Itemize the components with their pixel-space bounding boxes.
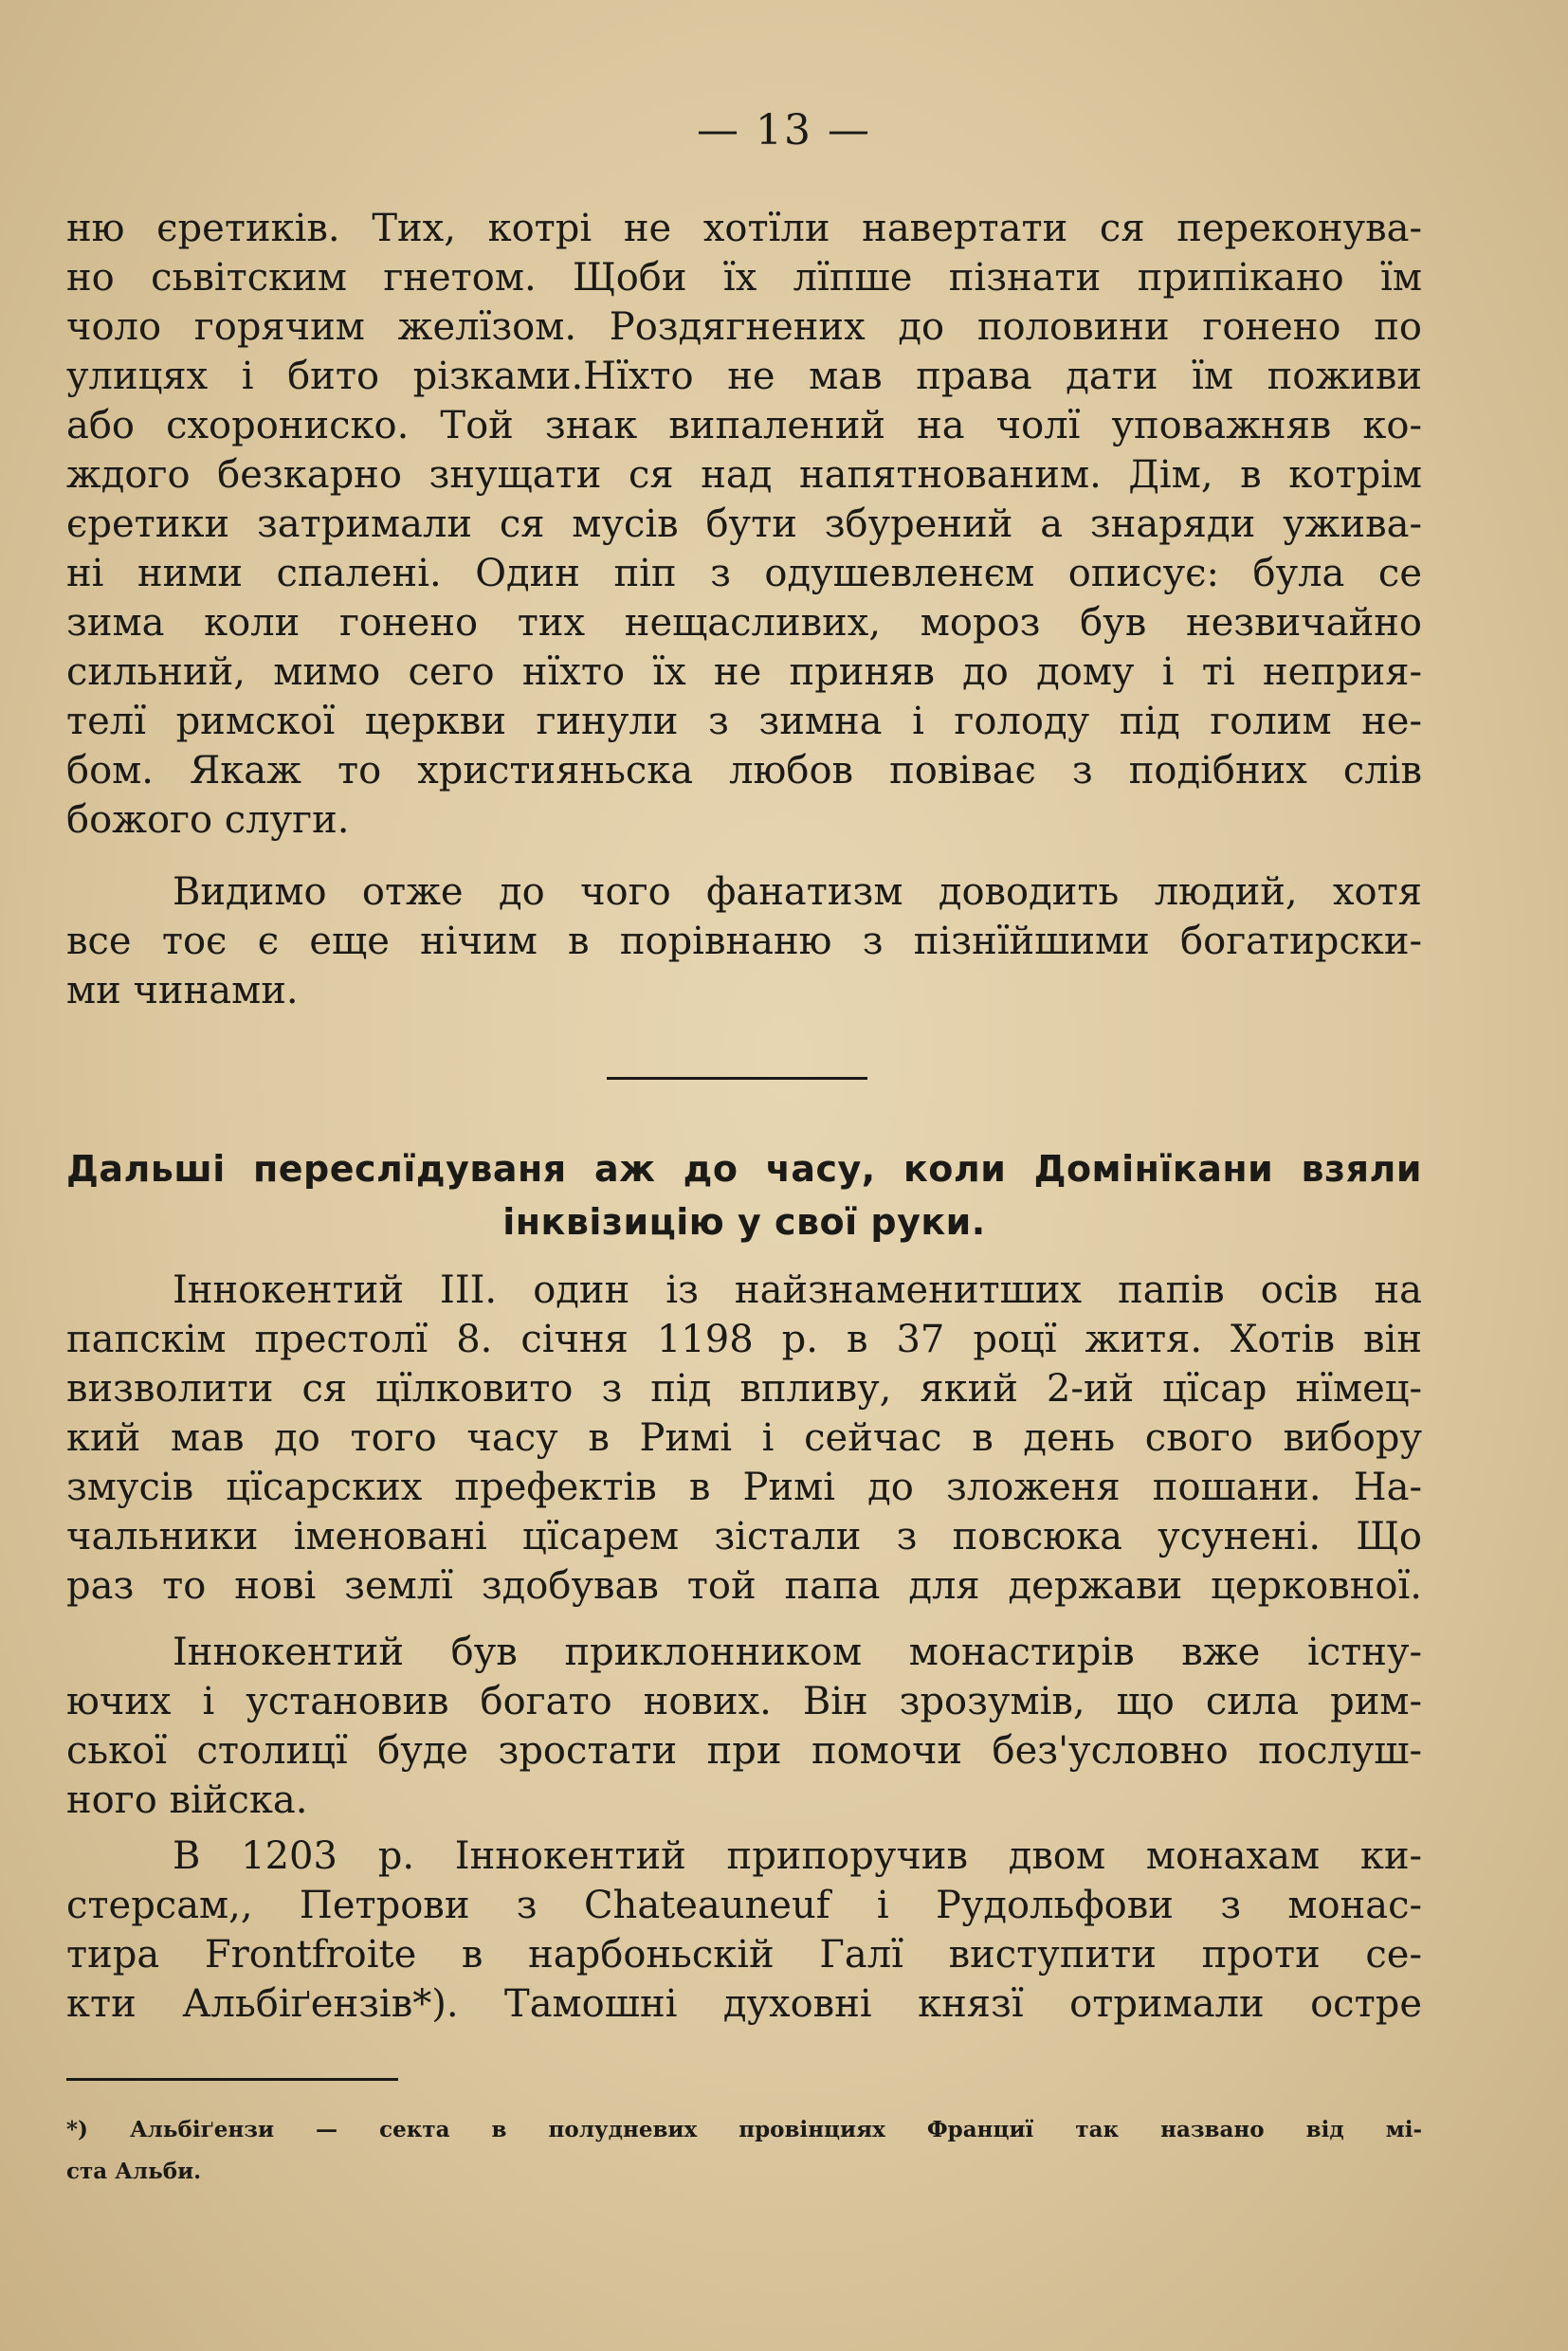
text-line: ні ними спалені. Один піп з одушевленєм описує: була се — [66, 552, 1422, 595]
heading-line-1: Дальші переслїдуваня аж до часу, коли Домінїкани взяли — [66, 1148, 1422, 1190]
text-line: ного війска. — [66, 1778, 308, 1822]
text-line: Іннокентий був приклонником монастирів вже істну- — [173, 1631, 1422, 1674]
text-line: ської столицї буде зростати при помочи без'условно послуш- — [66, 1729, 1422, 1773]
text-line: сильний, мимо сего нїхто їх не приняв до дому і ті неприя- — [66, 650, 1422, 694]
footnote — [66, 2109, 1422, 2193]
text-line: ждого безкарно знущати ся над напятнованим. Дім, в котрім — [66, 453, 1422, 497]
text-line: ню єретиків. Тих, котрі не хотїли навертати ся переконува- — [66, 207, 1422, 250]
text-line: улицях і бито різками.Нїхто не мав права дати їм поживи — [66, 355, 1422, 398]
text-line: змусів цїсарских префектів в Римі до зложеня пошани. На- — [66, 1466, 1422, 1509]
text-line: В 1203 р. Іннокентий припоручив двом монахам ки- — [173, 1834, 1422, 1878]
text-line: кти Альбіґензів*). Тамошні духовні князї отримали остре — [66, 1982, 1422, 2026]
text-line: кий мав до того часу в Римі і сейчас в день свого вибору — [66, 1416, 1422, 1460]
text-line: зима коли гонено тих нещасливих, мороз був незвичайно — [66, 601, 1422, 645]
text-line: чальники іменовані цїсарем зістали з повсюка усунені. Що — [66, 1515, 1422, 1558]
text-line: Іннокентий III. один із найзнаменитших папів осів на — [173, 1268, 1422, 1312]
text-line: раз то нові землї здобував той папа для держави церковної. — [66, 1564, 1422, 1608]
footnote-line-2: ста Альби. — [66, 2159, 202, 2184]
text-line: Видимо отже до чого фанатизм доводить людий, хотя — [173, 870, 1422, 914]
text-line: або схорониско. Той знак випалений на чолї уповажняв ко- — [66, 404, 1422, 447]
page-number: — 13 — — [697, 106, 871, 155]
text-line: телї римскої церкви гинули з зимна і голоду під голим не- — [66, 700, 1422, 743]
section-heading — [66, 1142, 1422, 1248]
text-line: божого слуги. — [66, 798, 350, 842]
text-line: ми чинами. — [66, 969, 299, 1012]
text-line: но сьвітским гнетом. Щоби їх лїпше пізнати припікано їм — [66, 256, 1422, 300]
text-line: ючих і установив богато нових. Він зрозумів, що сила рим- — [66, 1680, 1422, 1723]
footnote-line-1: *) Альбіґензи — секта в полудневих провінциях Франциї так названо від мі- — [66, 2117, 1422, 2142]
paragraph-4 — [66, 1628, 1422, 1825]
section-divider — [607, 1077, 867, 1080]
text-line: все тоє є еще нічим в порівнаню з пізнїйшими богатирски- — [66, 920, 1422, 963]
paragraph-1 — [66, 204, 1422, 845]
text-line: тира Frontfroite в нарбоньскій Галї виступити проти се- — [66, 1933, 1422, 1977]
text-line: стерсам,, Петрови з Chateauneuf і Рудольфови з монас- — [66, 1884, 1422, 1927]
text-line: чоло горячим желїзом. Роздягнених до половини гонено по — [66, 305, 1422, 349]
footnote-divider — [66, 2078, 398, 2081]
text-line: бом. Якаж то християньска любов повіває з подібних слів — [66, 749, 1422, 793]
paragraph-5 — [66, 1832, 1422, 2029]
text-line: папскім престолї 8. січня 1198 р. в 37 роцї житя. Хотів він — [66, 1318, 1422, 1361]
text-line: єретики затримали ся мусів бути збурений а знаряди ужива- — [66, 502, 1422, 546]
heading-line-2: інквізицію у свої руки. — [502, 1201, 986, 1243]
paragraph-2 — [66, 867, 1422, 1015]
paragraph-3 — [66, 1266, 1422, 1611]
text-line: визволити ся цїлковито з під впливу, який 2-ий цїсар нїмец- — [66, 1367, 1422, 1411]
